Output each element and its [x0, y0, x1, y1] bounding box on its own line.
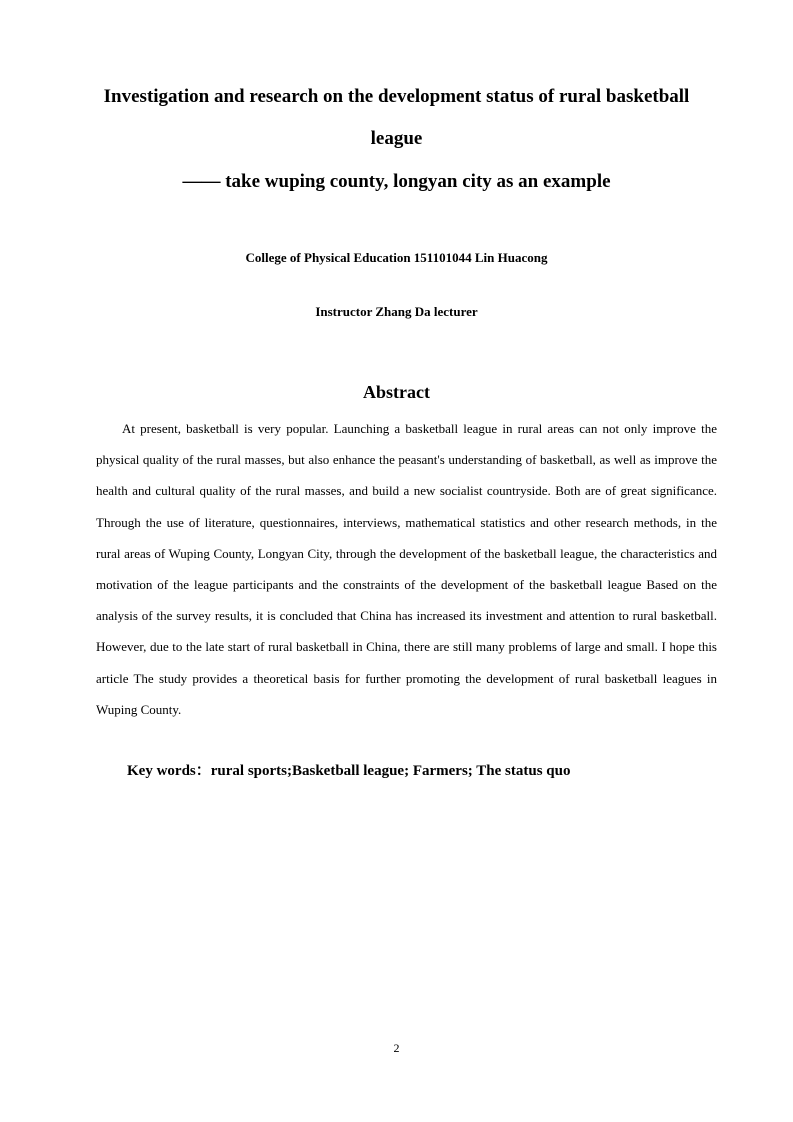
abstract-body: At present, basketball is very popular. Launching a basketball league in rural areas can not only improve the physical quality of the rural masses, but also enhance the peasant's understanding of basketball, as well as improve the health and cultural quality of the rural masses, and build a new socialist countryside. Both are of great significance. Through the use of literature, questionnaires, interviews, mathematical statistics and other research methods, in the rural areas of Wuping County, Longyan City, through the development of the basketball league, the characteristics and motivation of the league participants and the constraints of the development of the basketball league Based on the analysis of the survey results, it is concluded that China has increased its investment and attention to rural basketball. However, due to the late start of rural basketball in China, there are still many problems of large and small. I hope this article The study provides a theoretical basis for further promoting the development of rural basketball leagues in Wuping County. [96, 421, 717, 717]
keywords-label: Key words： [127, 763, 211, 779]
author-line: College of Physical Education 151101044 Lin Huacong [245, 250, 548, 265]
title-line-2: league [370, 128, 423, 149]
keywords-text: rural sports;Basketball league; Farmers; The status quo [210, 763, 571, 779]
subtitle: —— take wuping county, longyan city as an example [182, 171, 611, 192]
title-line-1: Investigation and research on the development status of rural basketball [103, 86, 690, 107]
keywords-line [127, 761, 570, 781]
page-number: 2 [393, 1041, 400, 1055]
abstract-heading: Abstract [363, 382, 430, 402]
instructor-line: Instructor Zhang Da lecturer [315, 304, 478, 319]
